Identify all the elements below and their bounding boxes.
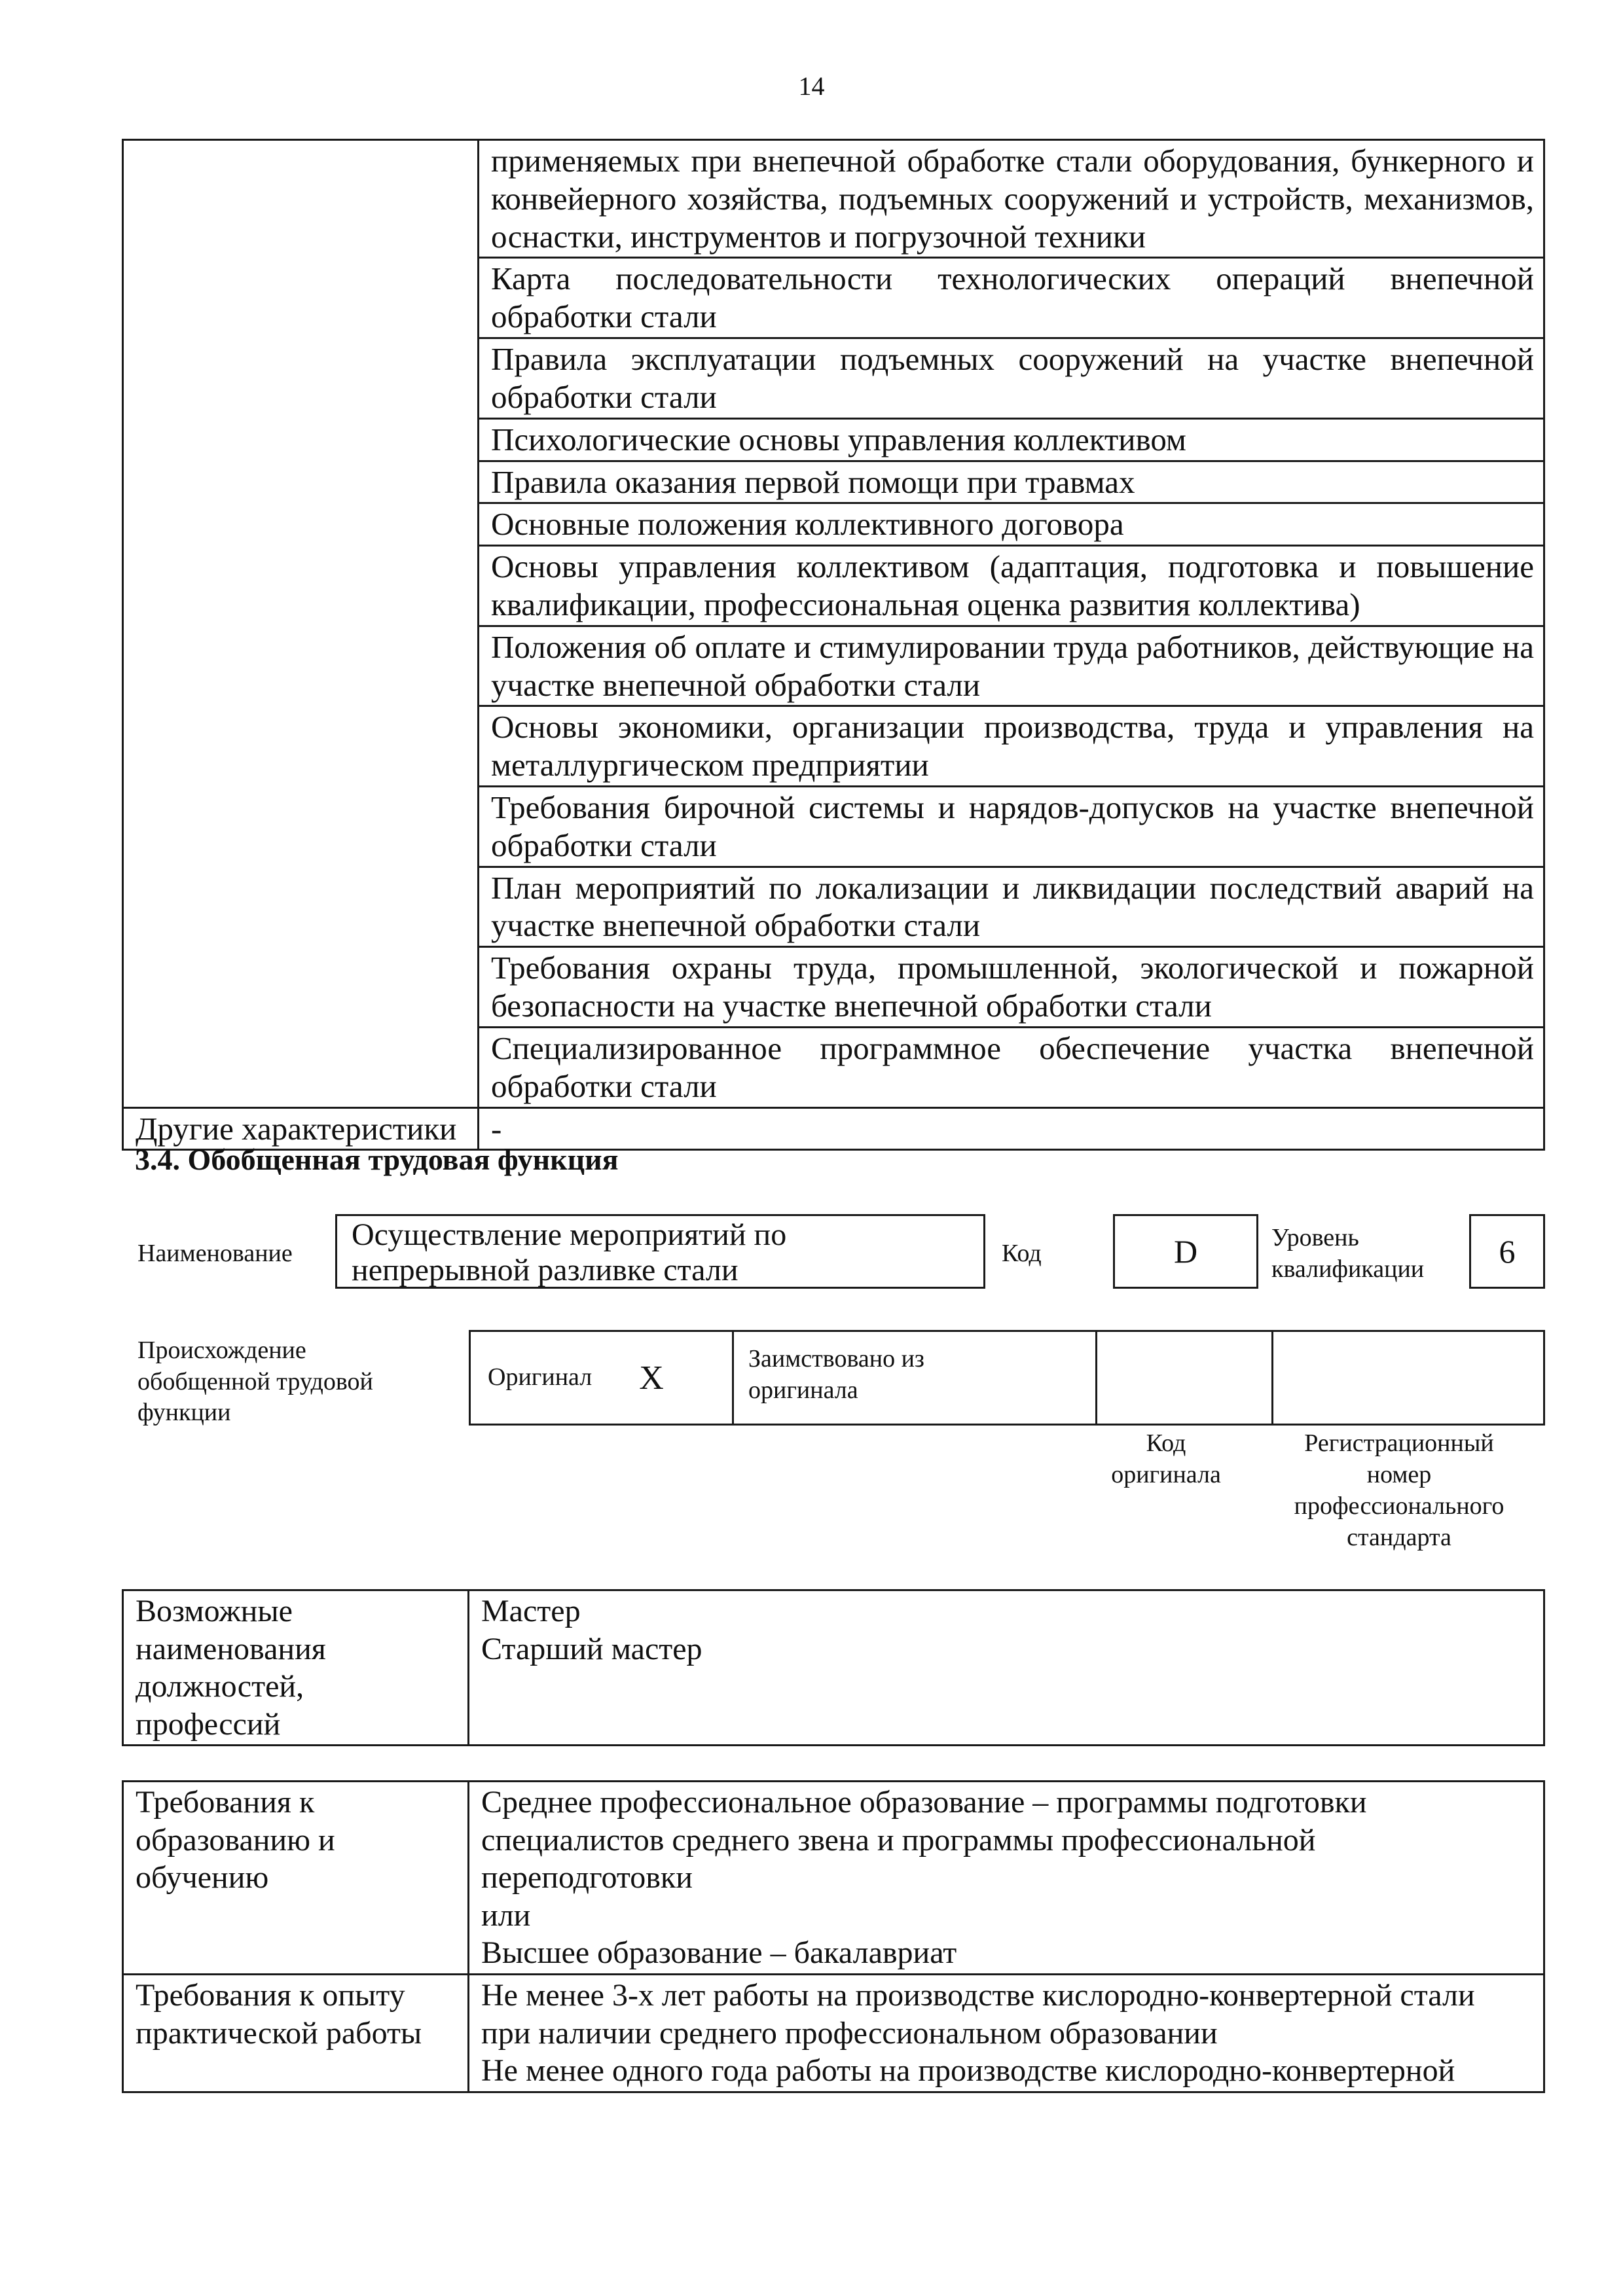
requirement-value-line: Высшее образование – бакалавриат xyxy=(481,1935,957,1971)
borrowed-cell xyxy=(733,1331,1097,1425)
requirement-label xyxy=(123,1974,469,2092)
knowledge-item: Основы экономики, организации производства, труда и управления на металлургическом предприятии xyxy=(479,706,1544,787)
knowledge-item: Психологические основы управления коллективом xyxy=(479,418,1544,461)
requirement-value-line: Не менее одного года работы на производстве кислородно-конвертерной xyxy=(481,2053,1455,2089)
positions-label-line: Возможные xyxy=(136,1594,293,1628)
qualification-level-box: 6 xyxy=(1469,1214,1545,1289)
requirement-value-line: Среднее профессиональное образование – программы подготовки xyxy=(481,1785,1367,1820)
naming-label: Наименование xyxy=(137,1240,293,1267)
requirement-row xyxy=(123,1974,1544,2092)
position-item: Старший мастер xyxy=(481,1631,702,1666)
original-cell xyxy=(470,1331,733,1425)
requirement-value xyxy=(469,1782,1544,1975)
knowledge-label-cell xyxy=(123,140,479,1108)
knowledge-item: Правила оказания первой помощи при травмах xyxy=(479,461,1544,503)
original-label: Оригинал xyxy=(488,1363,593,1391)
knowledge-table xyxy=(122,139,1545,1151)
positions-label-line: профессий xyxy=(136,1706,281,1742)
requirement-value xyxy=(469,1974,1544,2092)
knowledge-item: Положения об оплате и стимулировании труда работников, действующие на участке внепечной обработки стали xyxy=(479,626,1544,706)
knowledge-item: Карта последовательности технологических операций внепечной обработки стали xyxy=(479,258,1544,338)
requirement-value-line: или xyxy=(481,1897,531,1933)
positions-label-line: наименования xyxy=(136,1631,326,1666)
positions-table xyxy=(122,1589,1545,1746)
registration-number-caption xyxy=(1253,1428,1545,1554)
code-label: Код xyxy=(1002,1240,1042,1267)
requirements-table xyxy=(122,1780,1545,2093)
requirement-label-line: образованию и xyxy=(136,1822,335,1857)
positions-label xyxy=(123,1590,469,1746)
knowledge-item: Требования бирочной системы и нарядов-допусков на участке внепечной обработки стали xyxy=(479,787,1544,867)
requirement-label xyxy=(123,1782,469,1975)
registration-number-cell xyxy=(1273,1331,1544,1425)
caption-line: стандарта xyxy=(1347,1523,1451,1551)
function-name-box: Осуществление мероприятий по непрерывной разливке стали xyxy=(335,1214,985,1289)
original-code-caption xyxy=(1079,1428,1253,1491)
caption-line: профессионального xyxy=(1294,1492,1504,1520)
requirement-value-line: при наличии среднего профессиональном образовании xyxy=(481,2015,1218,2051)
origin-label xyxy=(137,1335,373,1429)
origin-table xyxy=(469,1330,1545,1426)
borrowed-line: Заимствовано из xyxy=(748,1345,924,1372)
knowledge-row xyxy=(123,140,1544,258)
requirement-value-line: Не менее 3-х лет работы на производстве кислородно-конвертерной стали xyxy=(481,1977,1475,2013)
original-mark: X xyxy=(639,1359,664,1397)
knowledge-item: Специализированное программное обеспечение участка внепечной обработки стали xyxy=(479,1027,1544,1107)
position-item: Мастер xyxy=(481,1594,581,1628)
knowledge-item: Основные положения коллективного договора xyxy=(479,503,1544,546)
qualification-level-label xyxy=(1271,1223,1424,1285)
knowledge-item: Правила эксплуатации подъемных сооружений на участке внепечной обработки стали xyxy=(479,338,1544,419)
page-number: 14 xyxy=(798,71,825,101)
level-label-line: квалификации xyxy=(1271,1255,1425,1283)
requirement-value-line: специалистов среднего звена и программы профессиональной xyxy=(481,1822,1316,1857)
caption-line: Регистрационный xyxy=(1304,1429,1494,1457)
origin-label-line: Происхождение xyxy=(137,1336,306,1364)
section-heading: 3.4. Обобщенная трудовая функция xyxy=(135,1143,619,1176)
knowledge-item: применяемых при внепечной обработке стали оборудования, бункерного и конвейерного хозяйства, подъемных сооружений и устройств, механизмов, оснастки, инструментов и погрузочной техники xyxy=(479,140,1544,258)
knowledge-item: План мероприятий по локализации и ликвидации последствий аварий на участке внепечной обработки стали xyxy=(479,867,1544,947)
requirement-row xyxy=(123,1782,1544,1975)
caption-line: номер xyxy=(1366,1460,1432,1488)
code-value-box: D xyxy=(1113,1214,1258,1289)
requirement-value-line: переподготовки xyxy=(481,1860,693,1895)
origin-label-line: функции xyxy=(137,1399,231,1426)
other-characteristics-value: - xyxy=(479,1107,1544,1150)
borrowed-line: оригинала xyxy=(748,1376,858,1404)
other-characteristics-label: Другие характеристики xyxy=(123,1107,479,1150)
caption-line: Код xyxy=(1146,1429,1186,1457)
requirement-label-line: обучению xyxy=(136,1860,269,1895)
origin-label-line: обобщенной трудовой xyxy=(137,1367,373,1395)
requirement-label-line: Требования к xyxy=(136,1785,315,1820)
knowledge-item: Требования охраны труда, промышленной, экологической и пожарной безопасности на участке внепечной обработки стали xyxy=(479,947,1544,1028)
requirement-label-line: Требования к опыту xyxy=(136,1977,405,2013)
level-label-line: Уровень xyxy=(1271,1224,1359,1251)
positions-label-line: должностей, xyxy=(136,1669,304,1704)
requirement-label-line: практической работы xyxy=(136,2015,422,2051)
knowledge-item: Основы управления коллективом (адаптация, подготовка и повышение квалификации, профессиональная оценка развития коллектива) xyxy=(479,546,1544,626)
caption-line: оригинала xyxy=(1111,1460,1221,1488)
original-code-cell xyxy=(1097,1331,1273,1425)
positions-values xyxy=(469,1590,1544,1746)
